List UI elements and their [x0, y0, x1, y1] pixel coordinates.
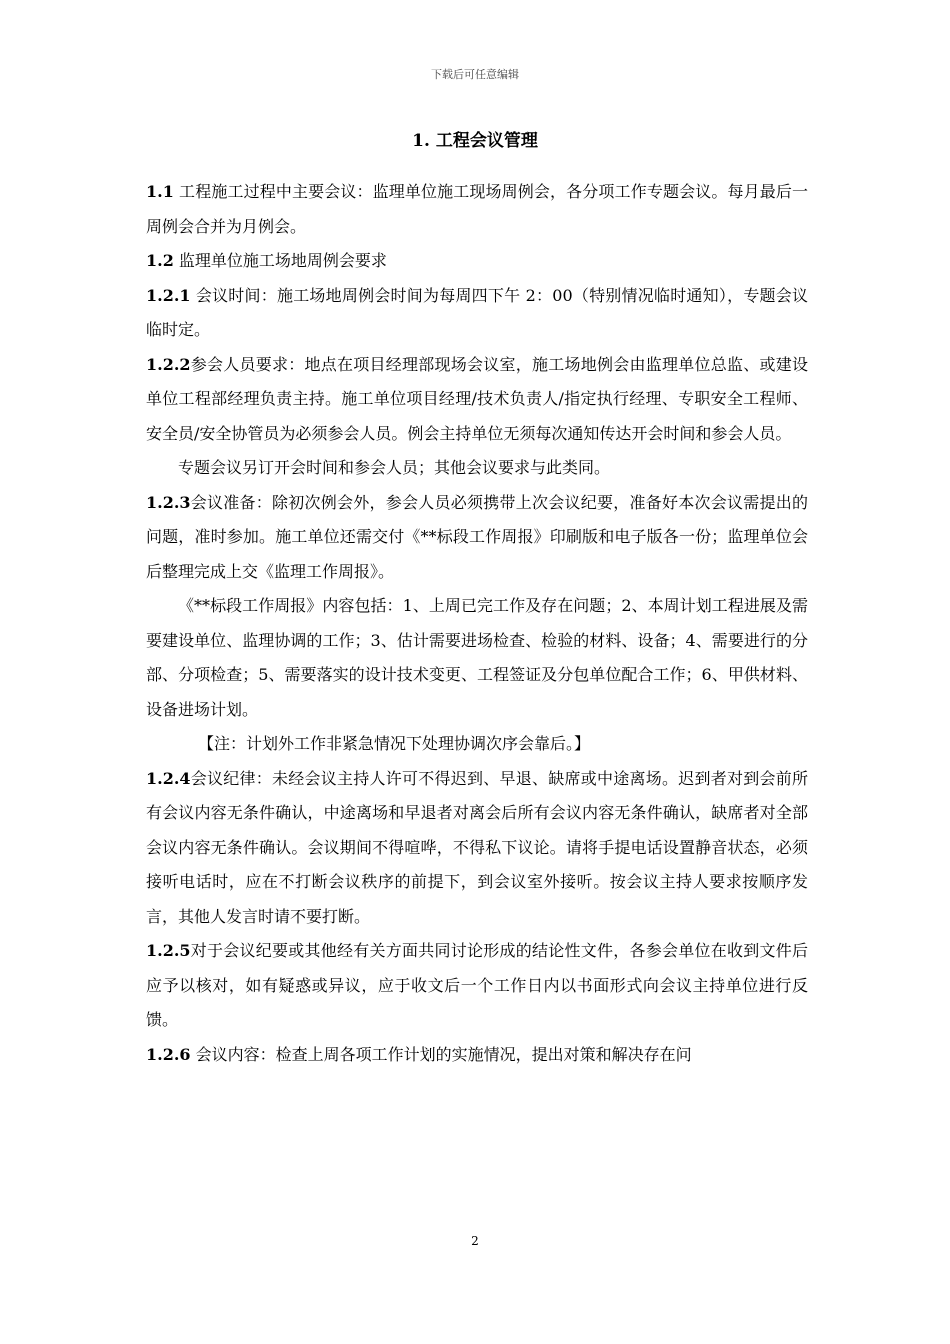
paragraph-text: 会议时间：施工场地周例会时间为每周四下午 2：00（特别情况临时通知），专题会议临时定。 [146, 285, 808, 339]
section-number: 1.2.5 [146, 941, 191, 960]
page-header-note: 下载后可任意编辑 [431, 68, 519, 81]
paragraph-1-2 [146, 244, 808, 279]
page-number: 2 [471, 1234, 479, 1248]
paragraph-text: 《**标段工作周报》内容包括：1、上周已完工作及存在问题；2、本周计划工程进展及需要建设单位、监理协调的工作；3、估计需要进场检查、检验的材料、设备；4、需要进行的分部、分项检查；5、需要落实的设计技术变更、工程签证及分包单位配合工作；6、甲供材料、设备进场计划。 [146, 596, 808, 719]
document-body [146, 175, 808, 1072]
paragraph-note [146, 727, 808, 762]
section-number: 1.2.2 [146, 354, 191, 374]
paragraph-text: 专题会议另订开会时间和参会人员；其他会议要求与此类同。 [178, 458, 611, 477]
paragraph-special-meetings [146, 451, 808, 486]
paragraph-weekly-report-contents [146, 589, 808, 727]
section-number: 1.2.1 [146, 285, 191, 305]
paragraph-text: 【注：计划外工作非紧急情况下处理协调次序会靠后。】 [198, 734, 591, 753]
paragraph-1-2-1 [146, 279, 808, 348]
section-number: 1.2.6 [146, 1044, 191, 1064]
paragraph-1-2-5 [146, 934, 808, 1038]
section-number: 1.2.3 [146, 492, 191, 512]
section-number: 1.1 [146, 182, 174, 201]
paragraph-1-2-4 [146, 762, 808, 935]
paragraph-text: 会议纪律：未经会议主持人许可不得迟到、早退、缺席或中途离场。迟到者对到会前所有会议内容无条件确认，中途离场和早退者对离会后所有会议内容无条件确认，缺席者对全部会议内容无条件确认。会议期间不得喧哗，不得私下议论。请将手提电话设置静音状态，必须接听电话时，应在不打断会议秩序的前提下，到会议室外接听。按会议主持人要求按顺序发言，其他人发言时请不要打断。 [146, 768, 808, 926]
paragraph-1-2-2 [146, 348, 808, 452]
paragraph-1-2-3 [146, 486, 808, 590]
paragraph-text: 会议准备：除初次例会外，参会人员必须携带上次会议纪要，准备好本次会议需提出的问题，准时参加。施工单位还需交付《**标段工作周报》印刷版和电子版各一份；监理单位会后整理完成上交《监理工作周报》。 [146, 492, 808, 581]
paragraph-1-1 [146, 175, 808, 244]
section-number: 1.2.4 [146, 768, 191, 788]
section-number: 1.2 [146, 251, 174, 270]
paragraph-text: 对于会议纪要或其他经有关方面共同讨论形成的结论性文件，各参会单位在收到文件后应予以核对，如有疑惑或异议，应于收文后一个工作日内以书面形式向会议主持单位进行反馈。 [146, 941, 808, 1029]
paragraph-text: 监理单位施工场地周例会要求 [173, 251, 387, 270]
paragraph-text: 会议内容：检查上周各项工作计划的实施情况，提出对策和解决存在问 [190, 1044, 692, 1064]
paragraph-text: 参会人员要求：地点在项目经理部现场会议室，施工场地例会由监理单位总监、或建设单位工程部经理负责主持。施工单位项目经理/技术负责人/指定执行经理、专职安全工程师、安全员/安全协管员为必须参会人员。例会主持单位无须每次通知传达开会时间和参会人员。 [146, 354, 808, 443]
paragraph-1-2-6 [146, 1038, 808, 1073]
section-title: 1. 工程会议管理 [412, 131, 538, 151]
paragraph-text: 工程施工过程中主要会议：监理单位施工现场周例会，各分项工作专题会议。每月最后一周例会合并为月例会。 [146, 182, 808, 236]
